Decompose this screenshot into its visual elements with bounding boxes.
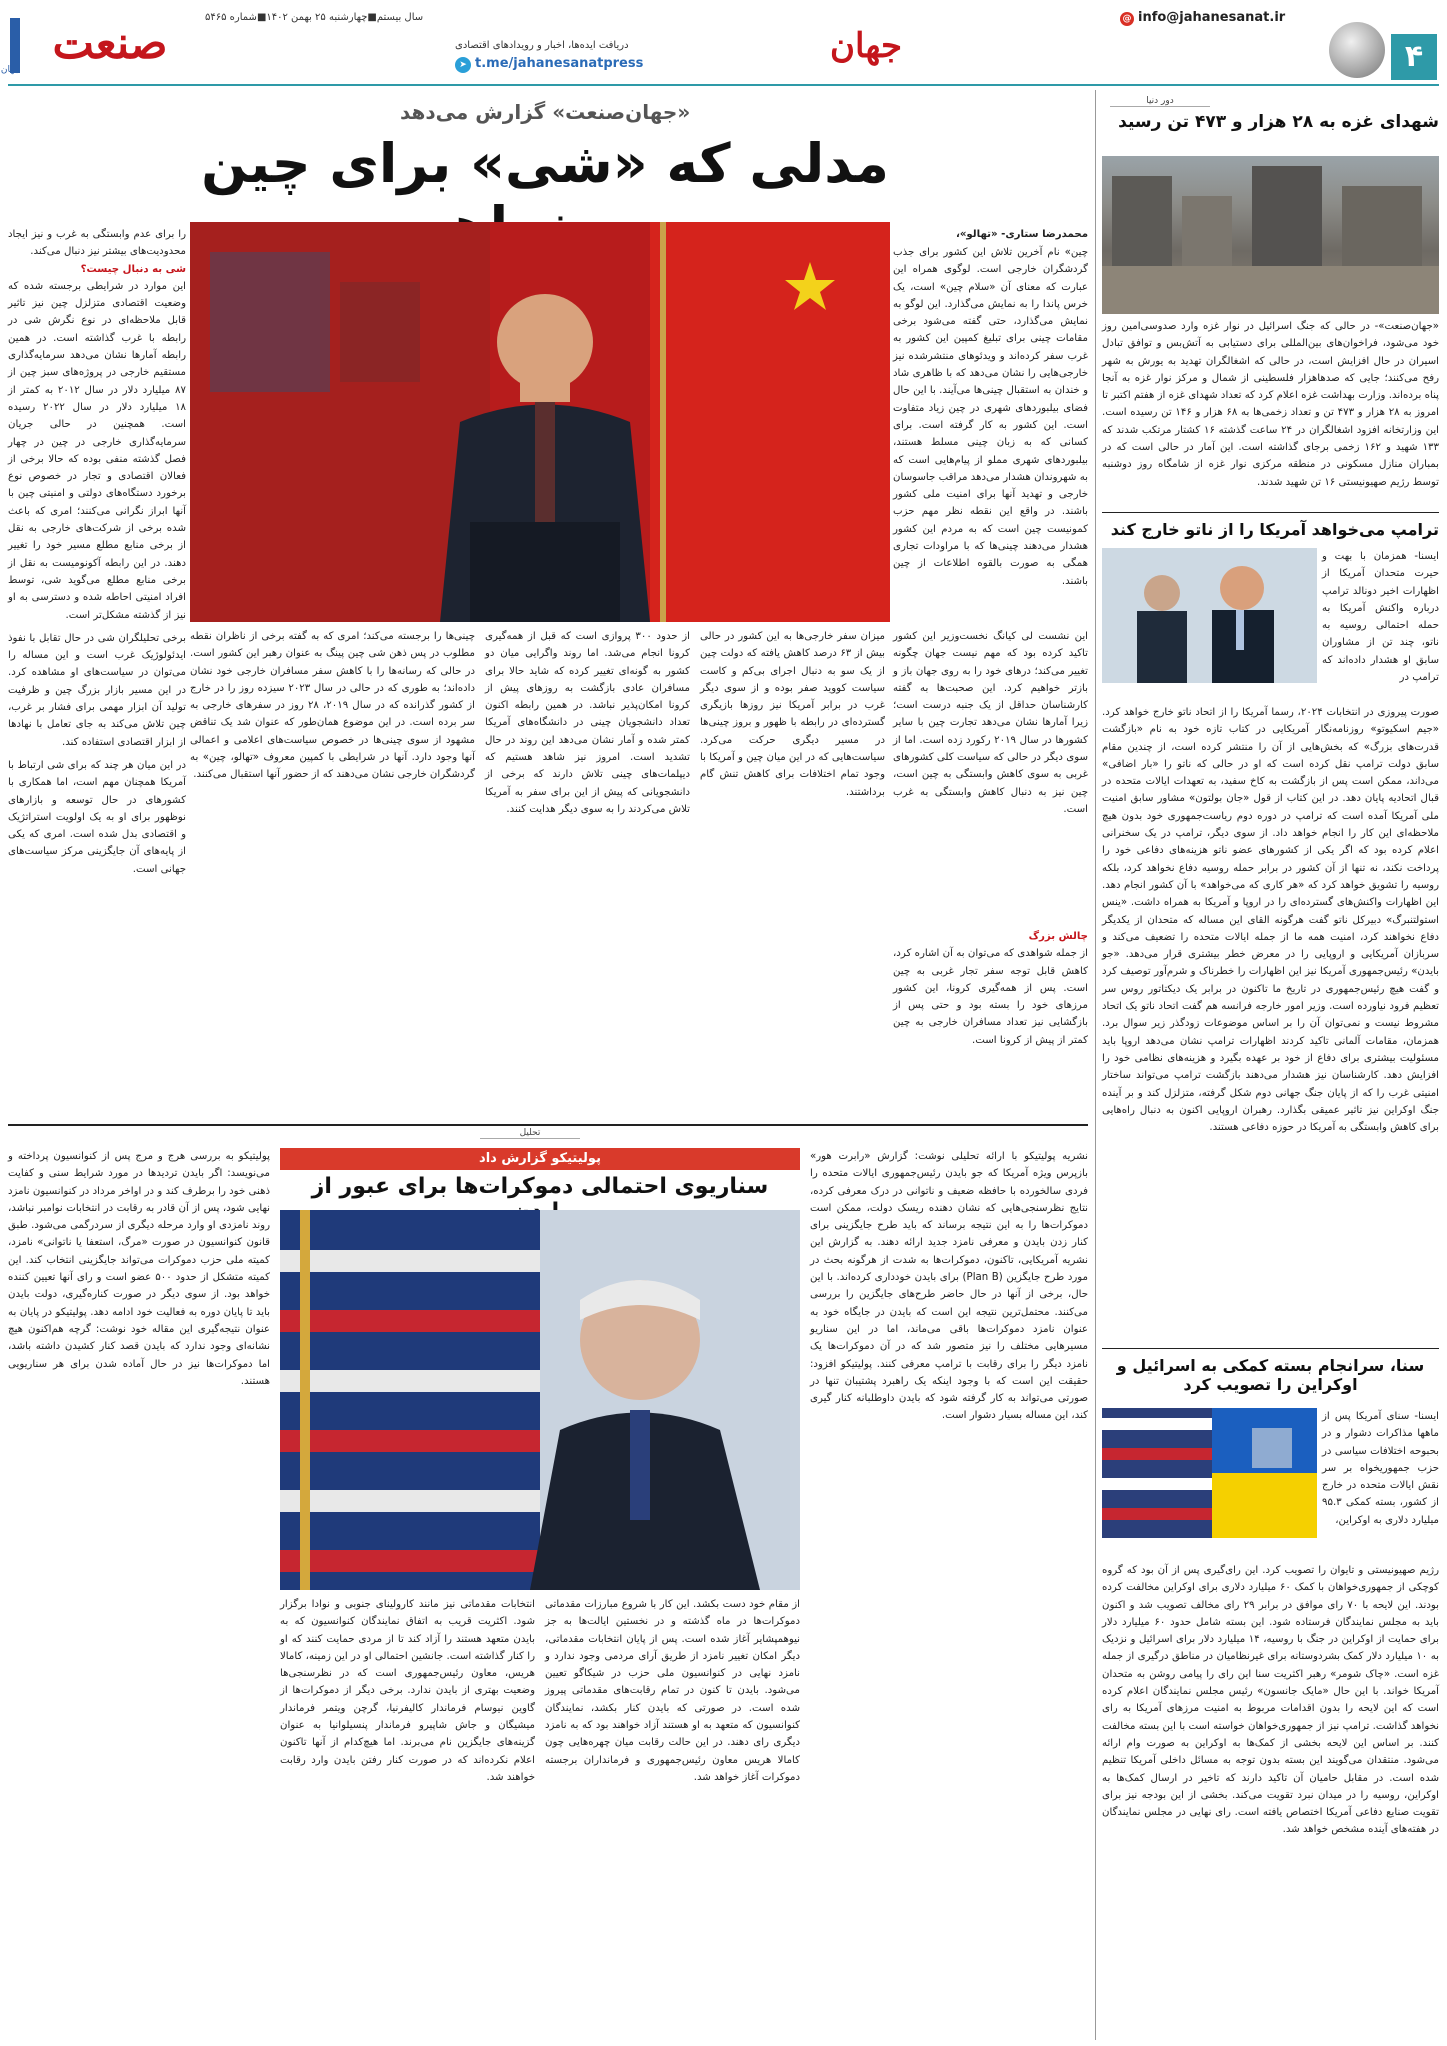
portrait-illustration xyxy=(1102,548,1317,683)
svg-text:صنعت: صنعت xyxy=(52,18,168,69)
analysis-kicker: تحلیل xyxy=(480,1128,580,1139)
main-col2-body-c: در این میان هر چند که برای شی ارتباط با آمریکا همچنان مهم است، اما همکاری با کشورهای در حال توسعه و بازارهای نوظهور برای او به یک اولویت استراتژیک و اقتصادی بدل شده است. امری که یکی از پایه‌های آن جایگزینی مرکز سیاست‌های جهانی است. xyxy=(8,759,186,875)
main-lower-col1 xyxy=(893,628,1088,1118)
trump-intro: ایسنا- همزمان با بهت و حیرت متحدان آمریکا از اظهارات اخیر دونالد ترامپ درباره واکنش آمریکا به حمله احتمالی روسیه به ناتو، چند تن از مشاوران سابق او هشدار داده‌اند که ترامپ در xyxy=(1322,551,1439,684)
main-lower1: این نشست لی کیانگ نخست‌وزیر این کشور تاکید کرده بود که مهم نیست جهان چگونه تغییر می‌کند؛ درهای خود را به روی جهان باز و بازتر خواهیم کرد. این صحبت‌ها به گفته کارشناسان حداقل از یک جنبه درست است؛ زیرا آمارها نشان می‌دهد تجارت چین با سایر کشورها در سال ۲۰۱۹ رکورد زده است. اما از سوی دیگر در حالی که سیاست کلی کشورهای غربی به سوی کاهش وابستگی به چین است، چین نیز به دنبال کاهش وابستگی به غرب است. xyxy=(893,631,1088,815)
main-headline: مدلی که «شی» برای چین xyxy=(201,132,889,195)
telegram-icon: ➤ xyxy=(455,57,471,73)
logo-graphic xyxy=(0,8,195,78)
politico-col1: نشریه پولیتیکو با ارائه تحلیلی نوشت: گزارش «رابرت هور» بازپرس ویژه آمریکا که جو بایدن رئیس‌جمهوری ایالات متحده را فردی سالخورده با حافظه ضعیف و ناتوانی در درک معرفی کرده، نتایج نظرسنجی‌هایی که نشان دهنده ریسک دولت، ممکن است دموکرات‌ها را به این نتیجه برساند که باید طرح جایگزینی برای کنار زدن بایدن و معرفی نامزد جدید ارائه دهند. به گزارش این نشریه آمریکایی، تاکنون، دموکرات‌ها به شدت از هرگونه بحث در مورد طرح جایگزین (Plan B) برای بایدن خودداری کرده‌اند. با این حال، برخی از آنها در حال حاضر طرح‌های جایگزین را بررسی می‌کنند. محتمل‌ترین نتیجه این است که بایدن در جایگاه خود به عنوان نامزد دموکرات‌ها باقی می‌ماند، اما در این سناریو مسیرهایی مختلف را نیز متصور شد که در آن دموکرات‌ها یک نامزد دیگر را برای رقابت با ترامپ معرفی کنند. پولیتیکو افزود: حقیقت این است که با وجود اینکه یک راهبرد پشتیبان تنها در صورتی می‌تواند به کار گرفته شود که بایدن داوطلبانه کنار گیری کند، این مساله بسیار دشوار است. xyxy=(810,1151,1089,1422)
xi-portrait-illustration xyxy=(190,222,890,622)
main-subhead-big-challenge: چالش بزرگ xyxy=(1028,931,1088,942)
main-col2-body: این موارد در شرایطی برجسته شده که وضعیت اقتصادی متزلزل چین نیز تاثیر قابل ملاحظه‌ای در نوع نگرش شی در رابطه با غرب گذاشته است. در همین رابطه آمارها نشان می‌دهد سرمایه‌گذاری مستقیم خارجی در پروژه‌های سبز چین از ۸۷ میلیارد دلار در سال ۲۰۱۲ به کمتر از ۱۸ میلیارد دلار در سال ۲۰۲۲ رسیده است. همچنین در حالی جریان سرمایه‌گذاری خارجی در چین در چهار فصل گذشته منفی بوده که حالا برخی از فعالان اقتصادی و تجار در خصوص نوع برخورد دستگاه‌های دولتی و امنیتی چین با آنها ابراز نگرانی می‌کنند؛ امری که باعث شده برخی از شرکت‌های خارجی به نقل از برخی منابع مطلع مسیر خود را تغییر دهند. در این رابطه آکونومیست به نقل از برخی منابع مطلع می‌گوید شی، توسط افراد امنیتی احاطه شده و دسترسی به او نیز از گذشته مشکل‌تر است. xyxy=(8,280,187,621)
divider xyxy=(1102,1348,1439,1349)
page-number: ۴ xyxy=(1391,34,1437,80)
trump-headline: ترامپ می‌خواهد آمریکا را از ناتو خارج کند xyxy=(1110,520,1439,539)
sidebar-divider xyxy=(1095,90,1096,2040)
newspaper-logo xyxy=(0,8,195,78)
main-col1: چین» نام آخرین تلاش این کشور برای جذب گردشگران خارجی است. لوگوی همراه این عبارت که معنای آن «سلام چین» است، یک خرس پاندا را به نمایش می‌گذارد. این لوگو به نمایش می‌گذارد، حتی گفته می‌شود برخی مقامات چینی برای تبلیغ کمپین این کشور به غرب سفر کرده‌اند و ویدئوهای منتشرشده نیز خارجی‌هایی را نشان می‌دهد که با ظاهری شاد و خندان به استقبال چینی‌ها می‌آیند. با این حال فضای بیلبوردهای شهری در چین زیاد متفاوت است. این کشور به کار گرفته است. برای کسانی که به زبان چینی مسلط هستند، بیلبوردهای شهری مملو از پیام‌هایی است که به شهروندان هشدار می‌دهد مراقب جاسوسان خارجی و تهدید آنها برای امنیت ملی کشور باشند. در واقع این نقطه نظر مهم حزب کمونیست چین است که به مردم این کشور هشدار می‌دهند چینی‌ها که با مراودات تجاری همگی به صورت بالقوه اطلاعات از چین باشند. xyxy=(893,247,1088,587)
section-divider xyxy=(8,1124,1088,1126)
gaza-body: «جهان‌صنعت»- در حالی که جنگ اسرائیل در نوار غزه وارد صدوسی‌امین روز خود می‌شود، فراخوان‌های بین‌المللی برای دستیابی به آتش‌بس و توافق تبادل اسیران در حال افزایش است، در حالی که اشغالگران تهدید به یورش به شهر رفح می‌کنند؛ جایی که صدها‌هزار فلسطینی از شمال و مرکز نوار غزه به آنجا پناه برده‌اند. وزارت بهداشت غزه اعلام کرد که تعداد شهدای غزه از هفتم اکتبر تا امروز به ۲۸ هزار و ۴۷۳ تن و تعداد زخمی‌ها به ۶۸ هزار و ۱۴۶ تن رسیده است. این وزارتخانه افزود اشغالگران در ۲۴ ساعت گذشته ۱۶ کشتار مرتکب شدند که ۱۳۳ شهید و ۱۶۲ زخمی برجای گذاشته است. این آمار در حالی است که در بمباران منازل مسکونی در منطقه مرکزی نوار غزه از شامگاه روز دوشنبه توسط رژیم صهیونیستی ۱۶ تن شهید شدند. xyxy=(1102,321,1439,488)
telegram-link-text: t.me/jahanesanatpress xyxy=(475,56,644,71)
senate-headline: سنا، سرانجام بسته کمکی به اسرائیل و اوکراین را تصویب کرد xyxy=(1116,1356,1425,1394)
gaza-rubble-photo xyxy=(1102,156,1439,314)
gaza-kicker: دور دنیا xyxy=(1110,96,1210,107)
page-header xyxy=(0,0,1447,90)
main-supertitle: «جهان‌صنعت» گزارش می‌دهد xyxy=(400,100,691,124)
main-col2-intro: را برای عدم وابستگی به غرب و نیز ایجاد محدودیت‌های بیشتر نیز دنبال می‌کند. xyxy=(8,229,186,258)
main-byline: محمدرضا ستاری- «تهالو»، xyxy=(955,229,1088,240)
contact-email[interactable] xyxy=(1120,10,1285,26)
xi-jinping-photo xyxy=(190,222,890,622)
senate-body: رژیم صهیونیستی و تایوان را تصویب کرد. این رای‌گیری پس از آن بود که گروه کوچکی از جمهوری‌خواهان با کمک ۶۰ میلیارد دلاری برای اوکراین مخالفت کرده بودند. این لایحه با ۷۰ رای موافق در برابر ۲۹ رای مخالف تصویب شد و اکنون باید به مجلس نمایندگان فرستاده شود. این بسته شامل حدود ۶۰ میلیارد دلار برای حمایت از اوکراین در جنگ با روسیه، ۱۴ میلیارد دلار برای اسرائیل و نزدیک به ۱۰ میلیارد دلار کمک بشردوستانه برای غیرنظامیان در مناطق درگیری از جمله غزه است. «چاک شومر» رهبر اکثریت سنا این رای را پیامی روشن به متحدان آمریکا خواند. با این حال «مایک جانسون» رئیس مجلس نمایندگان اعلام کرده است که این لایحه را بدون اقدامات مربوط به امنیت مرزهای آمریکا به رای نخواهد گذاشت. ترامپ نیز از جمهوری‌خواهان خواسته است با این بسته مخالفت کنند. بر اساس این لایحه بخشی از کمک‌ها به اوکراین به صورت وام ارائه می‌شود. منتقدان می‌گویند این بسته بدون توجه به مسائل داخلی آمریکا تنظیم شده است. در مقابل حامیان آن تاکید دارند که تاخیر در ارسال کمک‌ها به اوکراین، روسیه را در میدان نبرد تقویت می‌کند. بخشی از این بودجه نیز برای تقویت صنایع دفاعی آمریکا اختصاص یافته است. رای نهایی در مجلس نمایندگان در هفته‌های آینده مشخص خواهد شد. xyxy=(1102,1565,1440,1836)
globe-icon xyxy=(1329,22,1385,78)
biden-illustration xyxy=(280,1210,800,1590)
main-subhead-what-xi-wants: شی به دنبال چیست؟ xyxy=(80,263,186,275)
issue-meta: سال بیستم■چهارشنبه ۲۵ بهمن ۱۴۰۲■شماره ۵۴۶۵ xyxy=(205,12,424,23)
divider xyxy=(1102,512,1439,513)
header-rule xyxy=(8,84,1439,86)
biden-photo xyxy=(280,1210,800,1590)
politico-col4: پولیتیکو به بررسی هرج و مرج پس از کنوانسیون پرداخته و می‌نویسد: اگر بایدن تردیدها در مورد شرایط سنی و کفایت ذهنی خود را برطرف کند و در اواخر مرداد در کنوانسیون نامزد نهایی شود، پس از آن قادر به رقابت در انتخابات نوامبر نباشد، روند نامزدی او وارد مرحله دیگری از سردرگمی می‌شود. طبق قانون کنوانسیون در صورت «مرگ، استعفا یا ناتوانی» نامزد، کمیته ملی حزب دموکرات می‌تواند جایگزینی انتخاب کند. این کمیته متشکل از حدود ۵۰۰ عضو است و رای آنها تعیین کننده خواهد بود. از سوی دیگر در صورت کناره‌گیری، دولت بایدن باید تا پایان دوره به فعالیت خود ادامه دهد. پولیتیکو در پایان به عنوان نتیجه‌گیری این مقاله خود نوشت: گرچه هم‌اکنون هیچ نشانه‌ای وجود ندارد که بایدن قصد کنار کشیدن داشته باشد، اما دموکرات‌ها نیز در حال آماده شدن برای هر سناریویی هستند. xyxy=(8,1151,270,1387)
gaza-headline: شهدای غزه به ۲۸ هزار و ۴۷۳ تن رسید xyxy=(1118,112,1439,132)
main-col-left xyxy=(8,226,186,1116)
main-lower3: از حدود ۳۰۰ پروازی است که قبل از همه‌گیری کرونا انجام می‌شد. اما روند واگرایی میان دو کشور به گونه‌ای تغییر کرده که شاید حالا برای مسافران عادی بازگشت به روزهای پیش از کرونا امکان‌پذیر نباشد. در همین رابطه اکنون تعداد دانشجویان چینی در دانشگاه‌های آمریکا کمتر شده و آمار نشان می‌دهد این روند در حال تشدید است. امروز نیز شاهد هستیم که دیپلمات‌های چینی تلاش دارند که برخی از دانشجویانی که پیش از این برای سفر به آمریکا تلاش می‌کردند را به سوی دیگر هدایت کنند. xyxy=(485,631,690,815)
trump-stoltenberg-photo xyxy=(1102,548,1317,683)
telegram-link[interactable] xyxy=(455,56,643,73)
main-col2-body-b: برخی تحلیلگران شی در حال تقابل با نفوذ ایدئولوژیک غرب است و این مساله را می‌توان در سیاست‌های او مشاهده کرد. در این مسیر بازار بزرگ چین و ظرفیت تولید آن ابزار مهمی برای فشار بر غرب، چین تلاش می‌کند به جای تعامل با نهادها از ابزار اقتصادی استفاده کند. xyxy=(8,632,186,748)
svg-text:جهان: جهان xyxy=(0,65,20,75)
flags-capitol-photo xyxy=(1102,1408,1317,1538)
trump-body: صورت پیروزی در انتخابات ۲۰۲۴، رسما آمریکا را از اتحاد ناتو خارج خواهد کرد. «جیم اسکیوتو» روزنامه‌نگار آمریکایی در کتاب تازه خود به نام «بازگشت قدرت‌های بزرگ» که بخش‌هایی از آن را منتشر کرده است، از چندین مقام سابق دولت ترامپ نقل کرده است که او در حالی که ناتو را «بار اضافی» می‌داند، ممکن است پس از بازگشت به کاخ سفید، به تعهدات ایالات متحده در قبال اتحادیه پایان دهد. در این کتاب از قول «جان بولتون» مشاور سابق امنیت ملی آمریکا آمده است که ترامپ در دوره دوم ریاست‌جمهوری خود بدون هیچ ملاحظه‌ای این کار را انجام خواهد داد. از سوی دیگر، ترامپ در یک سخنرانی اعلام کرده بود که اگر یکی از کشورهای عضو ناتو هزینه‌های دفاعی خود را پرداخت نکند، نه تنها از آن کشور در برابر حمله روسیه دفاع نخواهد کرد، بلکه روسیه را تشویق خواهد کرد که «هر کاری که می‌خواهد» با آن کشور انجام دهد. این اظهارات واکنش‌های گسترده‌ای را در اروپا و آمریکا به همراه داشت. «ینس استولتنبرگ» دبیرکل ناتو گفت هرگونه القای این مساله که متحدان از یکدیگر دفاع نخواهند کرد، امنیت همه ما از جمله ایالات متحده را تضعیف می‌کند و سربازان آمریکایی و اروپایی را در معرض خطر بیشتری قرار می‌دهد. «جو بایدن» رئیس‌جمهوری آمریکا نیز این اظهارات را خطرناک و شرم‌آور توصیف کرد و گفت هیچ رئیس‌جمهوری در تاریخ ما تاکنون در برابر یک دیکتاتور روس سر تعظیم فرود نیاورده است. وزیر امور خارجه فرانسه هم گفت اتحاد ناتو یک اتحاد مشروط نیست و نمی‌توان آن را بر اساس موضوعات زودگذر زیر سوال برد. همزمان، مقامات آلمانی تاکید کردند اظهارات ترامپ نشان می‌دهد اروپا باید مسئولیت بیشتری برای دفاع از خود بر عهده بگیرد و هزینه‌های نظامی خود را افزایش دهد. کارشناسان نیز هشدار می‌دهند بازگشت ترامپ می‌تواند ساختار امنیتی غرب را که از پایان جنگ جهانی دوم شکل گرفته، متزلزل کند و بر آینده جنگ اوکراین نیز تاثیر عمیقی بگذارد. رهبران اروپایی اکنون به دنبال راه‌هایی برای کاهش وابستگی به آمریکا در حوزه دفاعی هستند. xyxy=(1102,707,1439,1134)
telegram-caption: دریافت ایده‌ها، اخبار و رویدادهای اقتصادی xyxy=(455,40,629,51)
email-icon: @ xyxy=(1120,12,1134,26)
main-lower4: چینی‌ها را برجسته می‌کند؛ امری که به گفته برخی از ناظران نقطه مطلوب در پس ذهن شی چین پینگ به عنوان رهبر این کشور است. در حالی که رسانه‌ها را با کاهش سفر مسافران خارجی خود نشان داده‌اند؛ به طوری که در حالی در سال ۲۰۲۳ سیزده روز را در خارج از کشور گذرانده که در سال ۲۰۱۹، ۲۸ روز در سفرهای خارجی به سر برده است. در این موضوع همان‌طور که عنوان شد یک تناقض مشهود از سوی چینی‌ها در خصوص سیاست‌های اعلامی و اعمالی آنها وجود دارد. آنها در شرایطی با کمپین معروف «تهالو، چین» به گردشگران خارجی نشان می‌دهند که از حضور آنها استقبال می‌کنند. xyxy=(190,631,475,781)
politico-col3: انتخابات مقدماتی نیز مانند کارولینای جنوبی و نوادا برگزار شود. اکثریت قریب به اتفاق نمایندگان کنوانسیون که به بایدن متعهد هستند را آزاد کند تا از مردی حمایت کنند که او را کنار گذاشته است. جانشین احتمالی او در این زمینه، کامالا هریس، معاون رئیس‌جمهوری است که در نظرسنجی‌ها وضعیت بهتری از بایدن ندارد. برخی دیگر از دموکرات‌ها از گاوین نیوسام فرماندار کالیفرنیا، گرچن ویتمر فرماندار میشیگان و جاش شاپیرو فرماندار پنسیلوانیا به عنوان گزینه‌های جایگزین نام می‌برند. اما هیچ‌کدام از آنها تاکنون اعلام نکرده‌اند که در صورت کنار رفتن بایدن وارد رقابت خواهند شد. xyxy=(280,1599,535,1783)
politico-headline: سناریوی احتمالی دموکرات‌ها برای عبور از xyxy=(311,1174,769,1199)
main-lower1-b: از جمله شواهدی که می‌توان به آن اشاره کرد، کاهش قابل توجه سفر تجار غربی به چین است. پس از همه‌گیری کرونا، این کشور مرزهای خود را بسته بود و حتی پس از بازگشایی نیز تعداد مسافران خارجی به چین کمتر از پیش از کرونا است. xyxy=(893,948,1088,1046)
main-lower2: میزان سفر خارجی‌ها به این کشور در حالی بیش از ۶۳ درصد کاهش یافته که دولت چین از یک سو به دنبال اجرای بی‌کم و کاست سیاست کووید صفر بوده و از سوی دیگر غرب در برابر آمریکا نیز روزها بازیگری گسترده‌ای در رابطه با ظهور و بروز چینی‌ها در مسیر دیگری حرکت می‌کرد. سیاست‌هایی که در این میان چین و آمریکا با وجود تمام اختلافات برای کاهش تنش گام برداشتند. xyxy=(700,631,885,798)
politico-col2: از مقام خود دست بکشد. این کار با شروع مبارزات مقدماتی دموکرات‌ها در ماه گذشته و در نخستین ایالت‌ها به جز نیوهمپشایر آغاز شده است. پس از پایان انتخابات مقدماتی، دیگر امکان تغییر نامزد از طریق آرای مردمی وجود ندارد و نامزد نهایی در کنوانسیون ملی حزب در شیکاگو تعیین می‌شود. بایدن تا کنون در تمام رقابت‌های مقدماتی پیروز شده است. در صورتی که بایدن کنار بکشد، نمایندگان کنوانسیون که متعهد به او هستند آزاد خواهند بود که به نامزد دیگری رای دهند. در این حالت رقابت میان چهره‌هایی چون کامالا هریس معاون رئیس‌جمهوری و فرمانداران برجسته دموکرات آغاز خواهد شد. xyxy=(545,1599,800,1783)
senate-intro: ایسنا- سنای آمریکا پس از ماهها مذاکرات دشوار و در بحبوحه اختلافات سیاسی در حزب جمهوریخواه بر سر نقش ایالات متحده در خارج از کشور، بسته کمکی ۹۵.۳ میلیارد دلاری به اوکراین، xyxy=(1322,1411,1439,1526)
rubble-illustration xyxy=(1102,156,1439,314)
politico-band: پولیتیکو گزارش داد xyxy=(280,1148,800,1170)
section-title: جهان xyxy=(830,26,903,66)
email-text: info@jahanesanat.ir xyxy=(1138,10,1286,25)
flags-illustration xyxy=(1102,1408,1317,1538)
